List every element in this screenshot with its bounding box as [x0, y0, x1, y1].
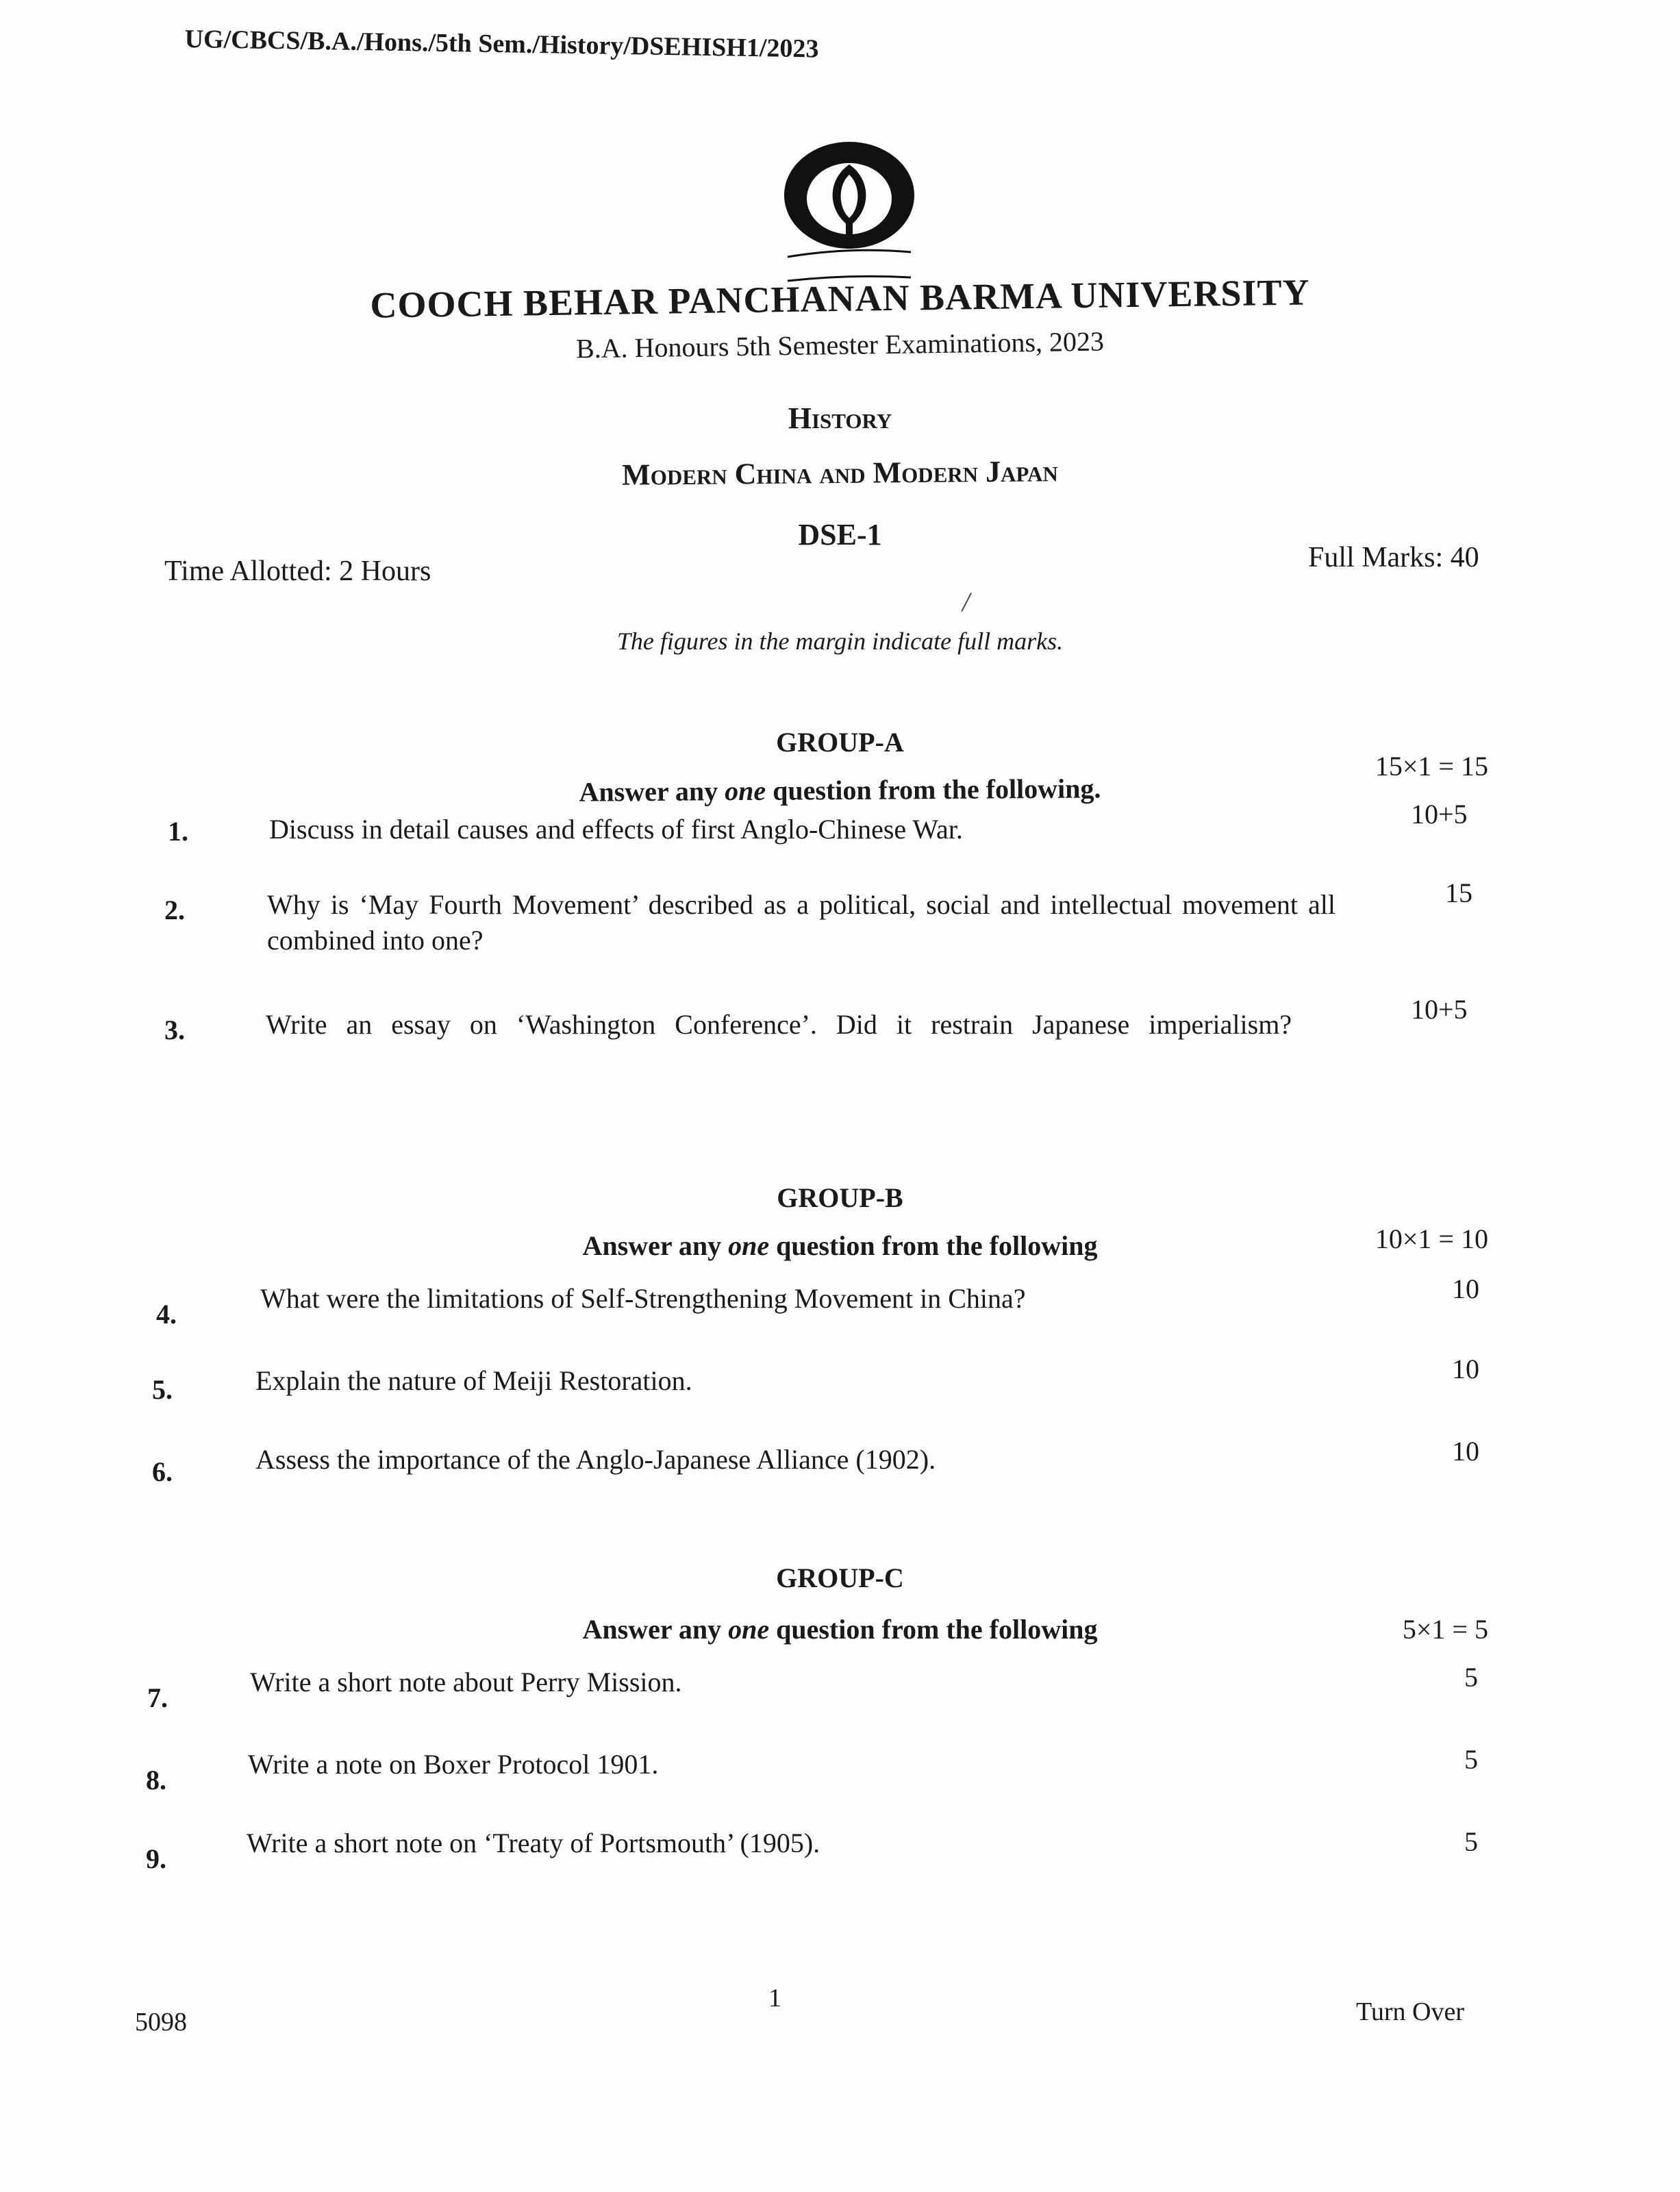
university-name: COOCH BEHAR PANCHANAN BARMA UNIVERSITY — [370, 271, 1310, 326]
question-number: 7. — [147, 1682, 168, 1713]
stray-mark: / — [962, 586, 970, 617]
footer-code: 5098 — [135, 2008, 187, 2037]
group-a-title: GROUP-A — [776, 727, 904, 758]
question-marks: 10+5 — [1411, 799, 1468, 830]
question-number: 5. — [152, 1374, 173, 1405]
group-c-title: GROUP-C — [776, 1562, 904, 1593]
question-marks: 10 — [1452, 1436, 1479, 1467]
question-text: Explain the nature of Meiji Restoration. — [255, 1365, 692, 1396]
page-number: 1 — [768, 1984, 781, 2013]
question-marks: 10 — [1452, 1354, 1479, 1384]
subject-title: History — [788, 401, 892, 435]
time-allotted: Time Allotted: 2 Hours — [164, 556, 431, 587]
margin-note: The figures in the margin indicate full marks. — [616, 627, 1064, 655]
group-b-instruction: Answer any one question from the following — [582, 1230, 1098, 1261]
question-text: Why is ‘May Fourth Movement’ described as a political, social and intellectual movement all combined into one? — [267, 889, 1336, 956]
university-logo — [760, 137, 938, 295]
question-marks: 5 — [1464, 1826, 1478, 1857]
question-text: Write an essay on ‘Washington Conference’. Did it restrain Japanese imperialism? — [266, 1009, 1292, 1040]
question-number: 1. — [168, 816, 188, 847]
group-a-marks: 15×1 = 15 — [1375, 751, 1488, 782]
exam-title: B.A. Honours 5th Semester Examinations, 2023 — [575, 325, 1105, 364]
question-number: 9. — [146, 1843, 166, 1874]
group-b-title: GROUP-B — [777, 1182, 903, 1213]
group-c-marks: 5×1 = 5 — [1402, 1614, 1488, 1645]
question-number: 6. — [152, 1456, 173, 1487]
paper-title: Modern China and Modern Japan — [621, 454, 1059, 492]
question-text: Write a short note about Perry Mission. — [250, 1667, 682, 1697]
group-b-marks: 10×1 = 10 — [1375, 1223, 1488, 1254]
question-number: 3. — [164, 1014, 185, 1045]
question-text: Write a note on Boxer Protocol 1901. — [248, 1749, 659, 1780]
question-marks: 10+5 — [1411, 994, 1468, 1025]
question-marks: 5 — [1464, 1744, 1478, 1775]
question-number: 2. — [164, 895, 185, 925]
group-a-instruction: Answer any one question from the following. — [579, 773, 1101, 808]
question-number: 4. — [156, 1299, 177, 1330]
question-marks: 5 — [1464, 1662, 1478, 1693]
question-text: Discuss in detail causes and effects of first Anglo-Chinese War. — [269, 814, 963, 845]
question-text: Write a short note on ‘Treaty of Portsmouth’ (1905). — [247, 1828, 820, 1858]
question-text: What were the limitations of Self-Strengthening Movement in China? — [260, 1283, 1026, 1314]
question-marks: 10 — [1452, 1273, 1479, 1304]
question-number: 8. — [146, 1765, 166, 1795]
question-marks: 15 — [1445, 877, 1472, 908]
full-marks: Full Marks: 40 — [1308, 542, 1479, 573]
paper-code-short: DSE-1 — [798, 518, 882, 551]
group-c-instruction: Answer any one question from the following — [582, 1614, 1098, 1645]
turn-over: Turn Over — [1356, 1997, 1464, 2026]
question-text: Assess the importance of the Anglo-Japanese Alliance (1902). — [255, 1444, 936, 1475]
paper-code: UG/CBCS/B.A./Hons./5th Sem./History/DSEHISH1/2023 — [184, 24, 819, 64]
